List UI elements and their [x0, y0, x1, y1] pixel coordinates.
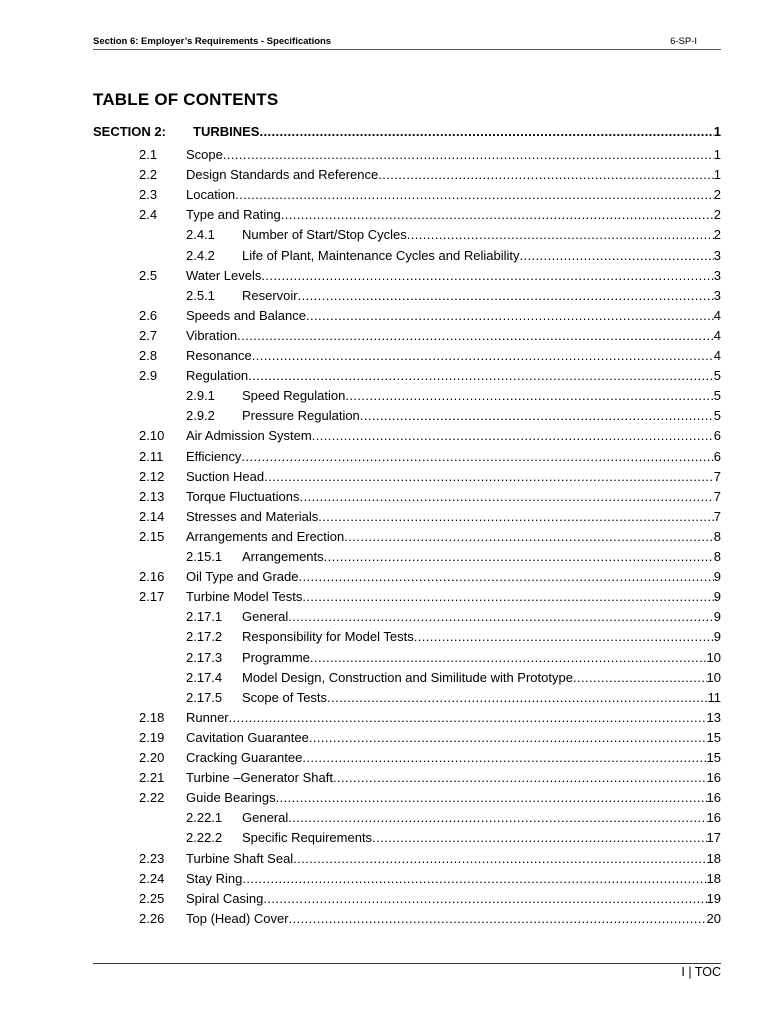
toc-entry-page: 9 — [713, 609, 721, 625]
toc-entry-leader — [186, 789, 721, 807]
dot-leader — [259, 123, 713, 141]
toc-entry-row[interactable] — [93, 910, 721, 928]
toc-entry-page: 13 — [706, 709, 721, 725]
toc-entry-leader — [186, 588, 721, 606]
header-page-code: 6-SP-I — [670, 36, 697, 47]
toc-entry-number: 2.15 — [139, 528, 165, 544]
toc-entry-page: 20 — [706, 910, 721, 926]
toc-entry-row[interactable] — [93, 528, 721, 546]
dot-leader — [378, 166, 714, 184]
toc-entry-title: General — [242, 810, 289, 826]
toc-entry-number: 2.3 — [139, 187, 158, 203]
toc-entry-page: 1 — [713, 147, 721, 162]
toc-entry-page: 3 — [713, 287, 721, 303]
toc-entry-row[interactable] — [93, 850, 721, 868]
toc-entry-page: 17 — [706, 830, 721, 846]
toc-entry-number: 2.22 — [139, 790, 165, 806]
dot-leader — [261, 267, 713, 285]
toc-entry-leader — [186, 347, 721, 365]
toc-entry-row[interactable] — [93, 247, 721, 265]
toc-entry-row[interactable] — [93, 829, 721, 847]
toc-entry-page: 1 — [713, 167, 721, 183]
toc-entry-page: 18 — [706, 850, 721, 866]
toc-entry-title: Arrangements and Erection — [186, 528, 345, 544]
toc-entry-leader — [186, 870, 721, 888]
toc-entry-row[interactable] — [93, 327, 721, 345]
toc-entry-row[interactable] — [93, 508, 721, 526]
toc-entry-title: Turbine Model Tests — [186, 589, 303, 605]
toc-entry-leader — [242, 247, 721, 265]
toc-entry-row[interactable] — [93, 669, 721, 687]
toc-entry-number: 2.16 — [139, 569, 165, 585]
toc-entry-number: 2.25 — [139, 890, 165, 906]
toc-entry-leader — [186, 729, 721, 747]
toc-entry-title: Cavitation Guarantee — [186, 729, 309, 745]
toc-entry-title: Scope of Tests — [242, 689, 328, 705]
toc-entry-page: 4 — [713, 348, 721, 363]
toc-entry-leader — [186, 749, 721, 767]
toc-entry-row[interactable] — [93, 206, 721, 224]
toc-entry-leader — [242, 226, 721, 244]
toc-entry-row[interactable] — [93, 488, 721, 506]
dot-leader — [242, 870, 706, 888]
toc-entry-page: 5 — [713, 388, 721, 404]
toc-section-row[interactable] — [93, 123, 721, 141]
toc-entry-title: Life of Plant, Maintenance Cycles and Reliability — [242, 247, 520, 263]
toc-entry-page: 9 — [713, 589, 721, 605]
toc-entry-leader — [186, 427, 721, 445]
toc-entry-leader — [186, 448, 721, 466]
toc-entry-title: Efficiency — [186, 448, 242, 464]
toc-entry-page: 8 — [713, 549, 721, 564]
toc-entry-row[interactable] — [93, 709, 721, 727]
toc-entry-title: Resonance — [186, 348, 252, 363]
toc-entry-row[interactable] — [93, 347, 721, 365]
toc-entry-page: 16 — [706, 770, 721, 786]
toc-entry-number: 2.21 — [139, 770, 165, 786]
toc-entry-page: 9 — [713, 569, 721, 585]
toc-entry-leader — [186, 307, 721, 325]
toc-entry-leader — [186, 367, 721, 385]
toc-entry-leader — [186, 910, 721, 928]
toc-entry-title: Spiral Casing — [186, 890, 264, 906]
dot-leader — [276, 789, 707, 807]
toc-entry-number: 2.26 — [139, 910, 165, 926]
toc-entry-leader — [242, 669, 721, 687]
dot-leader — [344, 528, 714, 546]
toc-entry-number: 2.13 — [139, 488, 165, 504]
toc-entry-title: Top (Head) Cover — [186, 910, 289, 926]
toc-section-leader — [193, 123, 721, 141]
toc-entry-number: 2.17.4 — [186, 669, 223, 685]
toc-entry-title: Scope — [186, 147, 223, 162]
dot-leader — [237, 327, 714, 345]
toc-entry-page: 10 — [706, 669, 721, 685]
footer-divider — [93, 963, 721, 964]
toc-entry-title: Speeds and Balance — [186, 307, 306, 323]
toc-entry-title: Specific Requirements — [242, 830, 373, 846]
dot-leader — [345, 387, 713, 405]
toc-entry-page: 7 — [713, 508, 721, 524]
toc-entry-page: 16 — [706, 810, 721, 826]
toc-entry-leader — [186, 769, 721, 787]
toc-entry-leader — [186, 890, 721, 908]
dot-leader — [223, 146, 714, 164]
toc-entry-number: 2.2 — [139, 167, 158, 183]
toc-entry-page: 7 — [713, 468, 721, 484]
toc-entry-number: 2.7 — [139, 327, 158, 343]
dot-leader — [414, 628, 714, 646]
toc-entry-title: Location — [186, 187, 236, 203]
toc-entry-page: 15 — [706, 750, 721, 765]
toc-entry-page: 18 — [706, 870, 721, 886]
toc-entry-number: 2.10 — [139, 428, 165, 444]
toc-entry-title: Water Levels — [186, 267, 262, 283]
dot-leader — [288, 809, 706, 827]
toc-entry-row[interactable] — [93, 649, 721, 667]
toc-entry-leader — [186, 709, 721, 727]
toc-entry-number: 2.5 — [139, 267, 158, 283]
toc-entry-page: 6 — [713, 428, 721, 444]
toc-entry-page: 2 — [713, 207, 721, 223]
toc-entry-row[interactable] — [93, 166, 721, 184]
toc-entry-title: Design Standards and Reference — [186, 167, 379, 183]
toc-entry-leader — [186, 186, 721, 204]
toc-entry-row[interactable] — [93, 870, 721, 888]
toc-entry-page: 5 — [713, 408, 721, 424]
toc-entry-number: 2.6 — [139, 307, 158, 323]
toc-entry-title: Cracking Guarantee — [186, 750, 303, 765]
toc-entry-page: 11 — [707, 689, 721, 705]
toc-entry-title: Air Admission System — [186, 428, 312, 444]
toc-entry-title: Turbine Shaft Seal — [186, 850, 294, 866]
toc-entry-row[interactable] — [93, 407, 721, 425]
dot-leader — [310, 649, 707, 667]
toc-entry-number: 2.17.2 — [186, 629, 223, 645]
toc-entry-row[interactable] — [93, 186, 721, 204]
toc-entry-number: 2.17.3 — [186, 649, 223, 665]
toc-entry-number: 2.20 — [139, 750, 165, 765]
toc-entry-number: 2.9.1 — [186, 388, 215, 404]
dot-leader — [519, 247, 713, 265]
dot-leader — [264, 468, 714, 486]
dot-leader — [289, 910, 707, 928]
toc-entry-row[interactable] — [93, 749, 721, 767]
toc-entry-row[interactable] — [93, 548, 721, 566]
toc-entry-page: 4 — [713, 327, 721, 343]
toc-entry-number: 2.4 — [139, 207, 158, 223]
toc-entry-row[interactable] — [93, 809, 721, 827]
toc-entry-title: Pressure Regulation — [242, 408, 360, 424]
toc-entry-title: Number of Start/Stop Cycles — [242, 227, 407, 243]
toc-entry-row[interactable] — [93, 608, 721, 626]
toc-entry-number: 2.4.1 — [186, 227, 215, 243]
toc-entry-page: 3 — [713, 267, 721, 283]
toc-entry-leader — [186, 568, 721, 586]
toc-entry-leader — [242, 829, 721, 847]
toc-entry-leader — [186, 166, 721, 184]
toc-section-page: 1 — [713, 124, 721, 139]
toc-entry-number: 2.23 — [139, 850, 165, 866]
dot-leader — [333, 769, 707, 787]
toc-entry-page: 7 — [713, 488, 721, 504]
toc-entry-number: 2.14 — [139, 508, 165, 524]
toc-entry-number: 2.17 — [139, 589, 165, 605]
dot-leader — [299, 488, 713, 506]
toc-entry-title: Type and Rating — [186, 207, 281, 223]
toc-entry-leader — [242, 407, 721, 425]
toc-entry-number: 2.22.2 — [186, 830, 223, 846]
dot-leader — [288, 608, 714, 626]
toc-entry-row[interactable] — [93, 588, 721, 606]
dot-leader — [235, 186, 714, 204]
toc-entry-page: 16 — [706, 790, 721, 806]
toc-entry-row[interactable] — [93, 769, 721, 787]
toc-entry-row[interactable] — [93, 789, 721, 807]
toc-entry-row[interactable] — [93, 568, 721, 586]
toc-entry-leader — [186, 508, 721, 526]
toc-entry-leader — [242, 809, 721, 827]
toc-entry-leader — [186, 327, 721, 345]
toc-entry-number: 2.4.2 — [186, 247, 215, 263]
toc-entry-leader — [186, 267, 721, 285]
toc-entry-row[interactable] — [93, 367, 721, 385]
toc-section-title: TURBINES — [193, 124, 260, 139]
dot-leader — [229, 709, 707, 727]
toc-entry-title: Speed Regulation — [242, 388, 346, 404]
toc-entry-title: Vibration — [186, 327, 238, 343]
toc-entry-number: 2.9.2 — [186, 408, 215, 424]
toc-section-number: SECTION 2: — [93, 124, 166, 139]
toc-entry-page: 2 — [713, 227, 721, 243]
toc-entry-leader — [186, 528, 721, 546]
toc-entry-number: 2.17.1 — [186, 609, 223, 625]
toc-entry-leader — [186, 850, 721, 868]
toc-entry-number: 2.22.1 — [186, 810, 223, 826]
toc-entry-page: 3 — [713, 247, 721, 263]
toc-entry-page: 4 — [713, 307, 721, 323]
dot-leader — [360, 407, 714, 425]
toc-entry-number: 2.1 — [139, 147, 158, 162]
toc-entry-page: 6 — [713, 448, 721, 464]
toc-entry-title: Turbine –Generator Shaft — [186, 770, 333, 786]
toc-entry-number: 2.18 — [139, 709, 165, 725]
toc-entry-title: Reservoir — [242, 287, 298, 303]
page-footer: I | TOC — [681, 965, 721, 979]
toc-entry-row[interactable] — [93, 689, 721, 707]
toc-entry-row[interactable] — [93, 287, 721, 305]
toc-entry-page: 8 — [713, 528, 721, 544]
dot-leader — [573, 669, 707, 687]
toc-entry-number: 2.8 — [139, 348, 158, 363]
header-divider — [93, 49, 721, 50]
dot-leader — [309, 729, 707, 747]
toc-entry-row[interactable] — [93, 307, 721, 325]
toc-entry-title: Programme — [242, 649, 310, 665]
toc-entry-leader — [242, 628, 721, 646]
dot-leader — [299, 568, 714, 586]
toc-entry-number: 2.19 — [139, 729, 165, 745]
toc-entry-title: General — [242, 609, 289, 625]
dot-leader — [306, 307, 714, 325]
toc-entry-row[interactable] — [93, 468, 721, 486]
toc-entry-number: 2.9 — [139, 368, 158, 384]
header-section-title: Section 6: Employer’s Requirements - Specifications — [93, 36, 332, 47]
toc-entry-title: Oil Type and Grade — [186, 569, 299, 585]
toc-entry-row[interactable] — [93, 448, 721, 466]
dot-leader — [372, 829, 706, 847]
toc-entry-title: Responsibility for Model Tests — [242, 629, 414, 645]
toc-entry-row[interactable] — [93, 226, 721, 244]
toc-entry-leader — [242, 608, 721, 626]
toc-entry-page: 9 — [713, 629, 721, 645]
toc-entry-row[interactable] — [93, 267, 721, 285]
toc-entry-title: Regulation — [186, 368, 249, 384]
dot-leader — [302, 749, 706, 767]
toc-entry-number: 2.15.1 — [186, 549, 223, 564]
toc-entry-number: 2.12 — [139, 468, 165, 484]
toc-entry-title: Runner — [186, 709, 229, 725]
toc-entry-leader — [242, 649, 721, 667]
toc-entry-row[interactable] — [93, 628, 721, 646]
dot-leader — [302, 588, 713, 606]
toc-entry-title: Torque Fluctuations — [186, 488, 300, 504]
toc-entry-number: 2.24 — [139, 870, 165, 886]
toc-entry-title: Stay Ring — [186, 870, 243, 886]
toc-entry-row[interactable] — [93, 146, 721, 164]
dot-leader — [263, 890, 706, 908]
toc-entry-title: Arrangements — [242, 549, 324, 564]
toc-entry-leader — [186, 206, 721, 224]
dot-leader — [324, 548, 714, 566]
dot-leader — [248, 367, 714, 385]
toc-entry-page: 15 — [706, 729, 721, 745]
toc-entry-row[interactable] — [93, 427, 721, 445]
toc-entry-title: Guide Bearings — [186, 790, 276, 806]
dot-leader — [318, 508, 714, 526]
toc-entry-leader — [242, 287, 721, 305]
toc-entry-page: 19 — [706, 890, 721, 906]
toc-entry-title: Model Design, Construction and Similitude with Prototype — [242, 669, 573, 685]
dot-leader — [327, 689, 707, 707]
toc-entry-page: 5 — [713, 368, 721, 384]
toc-entry-leader — [186, 488, 721, 506]
dot-leader — [312, 427, 714, 445]
toc-entry-row[interactable] — [93, 890, 721, 908]
toc-entry-number: 2.11 — [139, 448, 164, 464]
toc-entry-title: Suction Head — [186, 468, 265, 484]
toc-entry-leader — [186, 468, 721, 486]
toc-entry-title: Stresses and Materials — [186, 508, 319, 524]
toc-entry-number: 2.17.5 — [186, 689, 223, 705]
toc-entry-leader — [242, 548, 721, 566]
dot-leader — [281, 206, 714, 224]
toc-entry-leader — [242, 689, 721, 707]
toc-entry-number: 2.5.1 — [186, 287, 215, 303]
toc-entry-page: 10 — [706, 649, 721, 665]
page-title: TABLE OF CONTENTS — [93, 90, 279, 109]
toc-entry-row[interactable] — [93, 729, 721, 747]
dot-leader — [298, 287, 714, 305]
toc-entry-page: 2 — [713, 187, 721, 203]
dot-leader — [252, 347, 714, 365]
dot-leader — [293, 850, 706, 868]
toc-entry-leader — [186, 146, 721, 164]
toc-entry-row[interactable] — [93, 387, 721, 405]
toc-entry-leader — [242, 387, 721, 405]
dot-leader — [407, 226, 714, 244]
dot-leader — [241, 448, 713, 466]
